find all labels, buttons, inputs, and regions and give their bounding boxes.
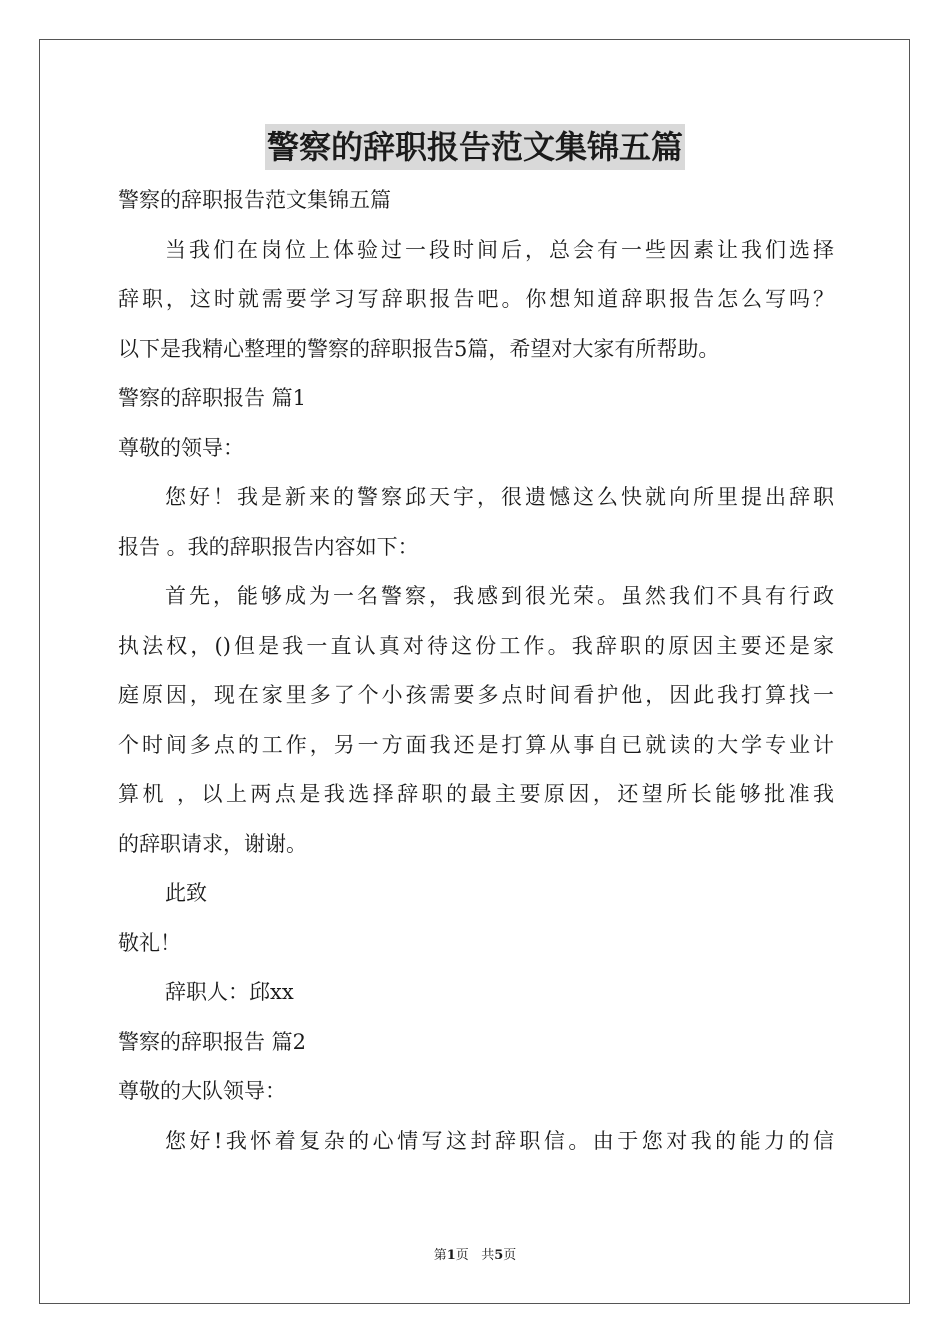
body-line: 庭原因，现在家里多了个小孩需要多点时间看护他，因此我打算找一 [118,683,834,707]
salutation: 尊敬的大队领导： [118,1079,286,1103]
section-heading: 警察的辞职报告 篇2 [118,1029,307,1054]
body-line: 辞职，这时就需要学习写辞职报告吧。你想知道辞职报告怎么写吗？ [118,287,834,311]
section-heading: 警察的辞职报告 篇1 [118,386,307,410]
body-line: 您好！我是新来的警察邱天宇，很遗憾这么快就向所里提出辞职 [165,485,834,509]
body-line: 报告 。我的辞职报告内容如下： [118,534,419,559]
body-line: 当我们在岗位上体验过一段时间后，总会有一些因素让我们选择 [165,237,834,262]
current-page-number: 1 [446,1248,456,1263]
body-line: 您好!我怀着复杂的心情写这封辞职信。由于您对我的能力的信 [165,1128,834,1153]
footer-total-suffix: 页 [503,1248,517,1263]
footer-total-prefix: 共 [481,1248,495,1263]
closing-line: 此致 [165,881,207,905]
body-line: 警察的辞职报告范文集锦五篇 [118,188,391,212]
document-title: 警察的辞职报告范文集锦五篇 [265,124,685,170]
footer-prefix: 第 [433,1248,447,1263]
body-line: 执法权，()但是我一直认真对待这份工作。我辞职的原因主要还是家 [118,633,834,658]
total-pages-number: 5 [494,1248,504,1263]
body-line: 首先，能够成为一名警察，我感到很光荣。虽然我们不具有行政 [165,584,834,608]
body-line: 的辞职请求，谢谢。 [118,831,307,856]
closing-line: 敬礼！ [118,930,181,955]
title-container [0,124,950,170]
page-footer [0,1247,950,1265]
document-body [118,176,834,1166]
footer-page-suffix: 页 [455,1248,469,1263]
signature-line: 辞职人：邱xx [165,980,294,1004]
body-line: 个时间多点的工作，另一方面我还是打算从事自已就读的大学专业计 [118,732,834,757]
salutation: 尊敬的领导： [118,435,244,460]
body-line: 算机 ，以上两点是我选择辞职的最主要原因，还望所长能够批准我 [118,782,834,806]
body-line: 以下是我精心整理的警察的辞职报告5篇，希望对大家有所帮助。 [118,336,720,361]
